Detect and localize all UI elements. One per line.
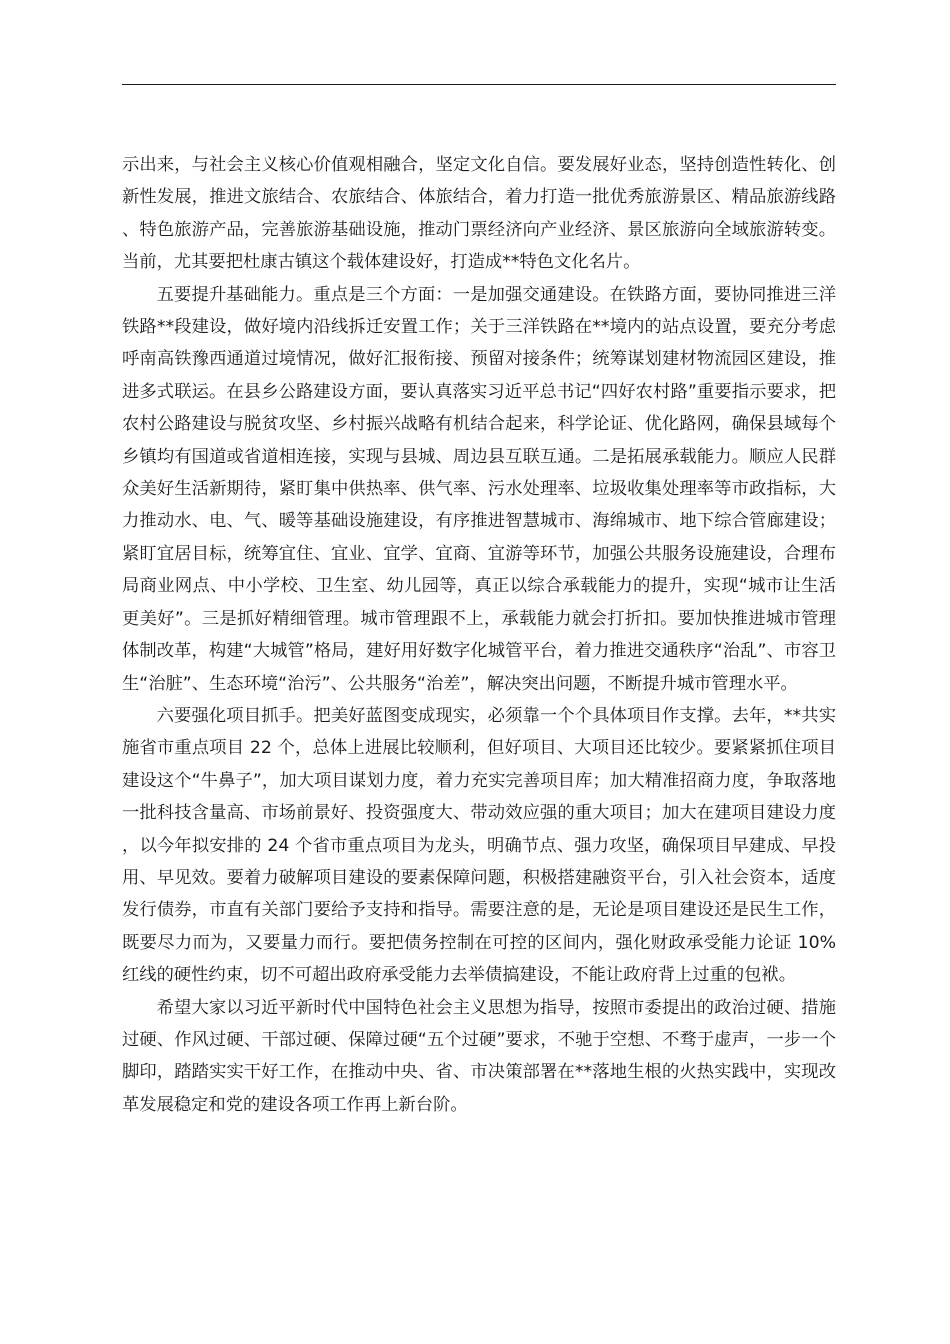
paragraph-infrastructure: 五要提升基础能力。重点是三个方面：一是加强交通建设。在铁路方面，要协同推进三洋铁路**段建设，做好境内沿线拆迁安置工作；关于三洋铁路在**境内的站点设置，要充分考虑呼南高铁豫西通道过境情况，做好汇报衔接、预留对接条件；统筹谋划建材物流园区建设，推进多式联运。在县乡公路建设方面，要认真落实习近平总书记“四好农村路”重要指示要求，把农村公路建设与脱贫攻坚、乡村振兴战略有机结合起来，科学论证、优化路网，确保县域每个乡镇均有国道或省道相连接，实现与县城、周边县互联互通。二是拓展承载能力。顺应人民群众美好生活新期待，紧盯集中供热率、供气率、污水处理率、垃圾收集处理率等市政指标，大力推动水、电、气、暖等基础设施建设，有序推进智慧城市、海绵城市、地下综合管廊建设；紧盯宜居目标，统筹宜住、宜业、宜学、宜商、宜游等环节，加强公共服务设施建设，合理布局商业网点、中小学校、卫生室、幼儿园等，真正以综合承载能力的提升，实现“城市让生活更美好”。三是抓好精细管理。城市管理跟不上，承载能力就会打折扣。要加快推进城市管理体制改革，构建“大城管”格局，建好用好数字化城管平台，着力推进交通秩序“治乱”、市容卫生“治脏”、生态环境“治污”、公共服务“治差”，解决突出问题，不断提升城市管理水平。 — [122, 284, 836, 694]
paragraph-culture-continued: 示出来，与社会主义核心价值观相融合，坚定文化自信。要发展好业态，坚持创造性转化、创新性发展，推进文旅结合、农旅结合、体旅结合，着力打造一批优秀旅游景区、精品旅游线路、特色旅游产品，完善旅游基础设施，推动门票经济向产业经济、景区旅游向全域旅游转变。当前，尤其要把杜康古镇这个载体建设好，打造成**特色文化名片。 — [122, 155, 836, 273]
document-body — [122, 149, 836, 1121]
paragraph-closing: 希望大家以习近平新时代中国特色社会主义思想为指导，按照市委提出的政治过硬、措施过硬、作风过硬、干部过硬、保障过硬“五个过硬”要求，不驰于空想、不骛于虚声，一步一个脚印，踏踏实实干好工作，在推动中央、省、市决策部署在**落地生根的火热实践中，实现改革发展稳定和党的建设各项工作再上新台阶。 — [122, 997, 836, 1115]
header-rule — [122, 84, 836, 85]
paragraph-projects: 六要强化项目抓手。把美好蓝图变成现实，必须靠一个个具体项目作支撑。去年，**共实施省市重点项目 22 个，总体上进展比较顺利，但好项目、大项目还比较少。要紧紧抓住项目建设这个“牛鼻子”，加大项目谋划力度，着力充实完善项目库；加大精准招商力度，争取落地一批科技含量高、市场前景好、投资强度大、带动效应强的重大项目；加大在建项目建设力度，以今年拟安排的 24 个省市重点项目为龙头，明确节点、强力攻坚，确保项目早建成、早投用、早见效。要着力破解项目建设的要素保障问题，积极搭建融资平台，引入社会资本，适度发行债券，市直有关部门要给予支持和指导。需要注意的是，无论是项目建设还是民生工作，既要尽力而为，又要量力而行。要把债务控制在可控的区间内，强化财政承受能力论证 10%红线的硬性约束，切不可超出政府承受能力去举债搞建设，不能让政府背上过重的包袱。 — [122, 705, 836, 986]
